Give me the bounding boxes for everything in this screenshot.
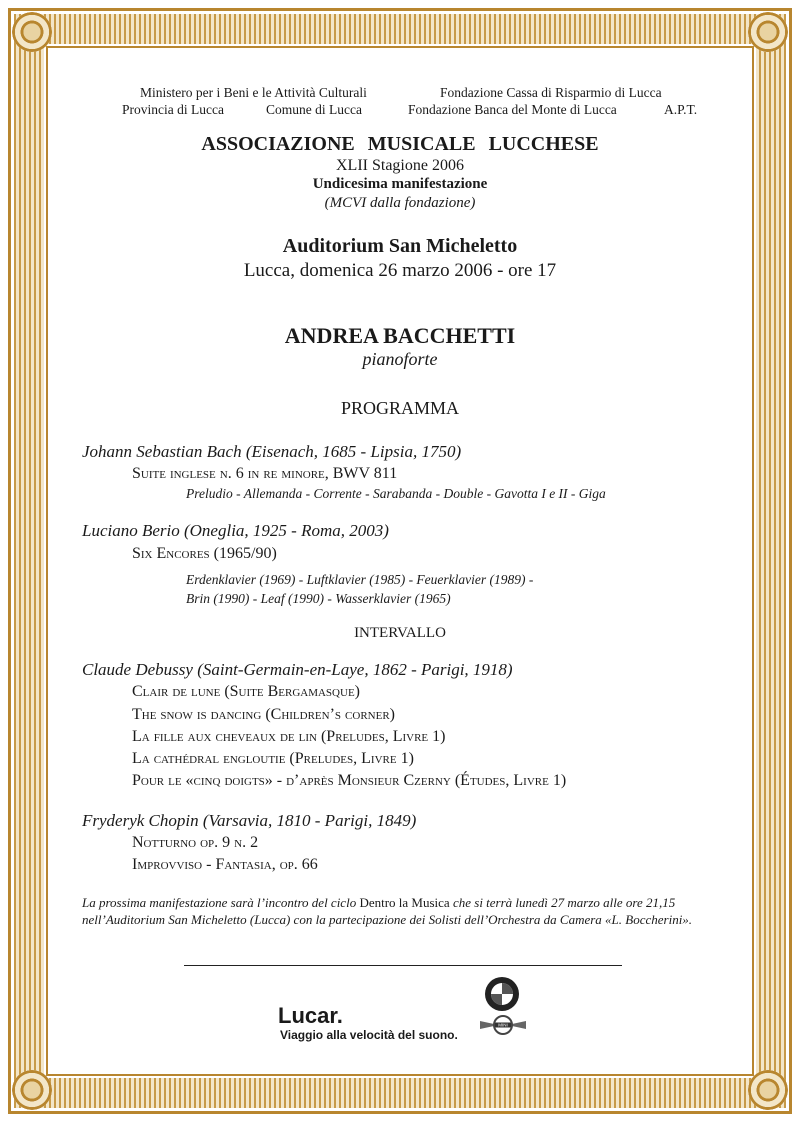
corner-ornament-icon [12,12,52,52]
sponsor-brand: Lucar. [278,1003,343,1028]
association-title: ASSOCIAZIONE MUSICALE LUCCHESE [201,133,599,155]
sponsor-apt: A.P.T. [664,102,698,117]
corner-ornament-icon [748,1070,788,1110]
work-berio-encores: Six Encores (1965/90) [132,545,277,562]
mini-logo-text: MINI [498,1022,508,1028]
composer-debussy: Claude Debussy (Saint-Germain-en-Laye, 1862 - Parigi, 1918) [82,660,513,679]
work-bach-suite: Suite inglese n. 6 in re minore, BWV 811 [132,465,398,482]
sponsor-banca-monte: Fondazione Banca del Monte di Lucca [408,102,617,117]
event-number: Undicesima manifestazione [312,176,488,192]
corner-ornament-icon [12,1070,52,1110]
sponsor-provincia: Provincia di Lucca [122,102,224,117]
concert-date: Lucca, domenica 26 marzo 2006 - ore 17 [243,260,557,281]
work-chopin: Improvviso - Fantasia, op. 66 [132,856,318,873]
interval: INTERVALLO [354,625,446,641]
performer-instrument: pianoforte [362,349,438,369]
sponsor-slogan: Viaggio alla velocità del suono. [280,1028,458,1042]
corner-ornament-icon [748,12,788,52]
mini-logo-icon [480,1013,526,1035]
work-debussy: La fille aux cheveaux de lin (Preludes, Livre 1) [132,728,446,745]
work-debussy: Clair de lune (Suite Bergamasque) [132,683,360,700]
next-event-note [82,894,732,928]
performer-name: ANDREA BACCHETTI [284,323,516,348]
venue: Auditorium San Micheletto [282,235,518,257]
work-debussy: The snow is dancing (Children’s corner) [132,706,395,723]
composer-chopin: Fryderyk Chopin (Varsavia, 1810 - Parigi, 1849) [82,811,417,830]
season: XLII Stagione 2006 [336,157,464,174]
note-text: La prossima manifestazione sarà l’incontro del ciclo [82,895,360,910]
work-debussy: Pour le «cinq doigts» - d’après Monsieur Czerny (Études, Livre 1) [132,772,567,789]
bmw-logo-icon [484,976,520,1012]
work-chopin: Notturno op. 9 n. 2 [132,834,259,851]
composer-bach: Johann Sebastian Bach (Eisenach, 1685 - Lipsia, 1750) [82,442,462,461]
sponsor-ministry: Ministero per i Beni e le Attività Culturali [140,85,367,100]
composer-berio: Luciano Berio (Oneglia, 1925 - Roma, 2003) [82,521,389,540]
movements-berio-line1: Erdenklavier (1969) - Luftklavier (1985) - Feuerklavier (1989) - [186,572,534,587]
foundation-count: (MCVI dalla fondazione) [324,195,476,211]
movements-berio-line2: Brin (1990) - Leaf (1990) - Wasserklavier (1965) [186,591,451,606]
movements-bach: Preludio - Allemanda - Corrente - Sarabanda - Double - Gavotta I e II - Giga [186,486,606,501]
note-text: che si terrà lunedì 27 marzo alle ore 21,15 nell’Auditorium San Micheletto (Lucca) con la partecipazione dei Solisti dell’Orchestra da Camera «L. Boccherini». [82,895,693,927]
divider [184,965,622,966]
programme-heading: PROGRAMMA [340,398,460,418]
sponsor-cassa-risparmio: Fondazione Cassa di Risparmio di Lucca [440,85,662,100]
note-series: Dentro la Musica [359,895,450,910]
work-debussy: La cathédral engloutie (Preludes, Livre 1) [132,750,414,767]
sponsor-comune: Comune di Lucca [266,102,362,117]
